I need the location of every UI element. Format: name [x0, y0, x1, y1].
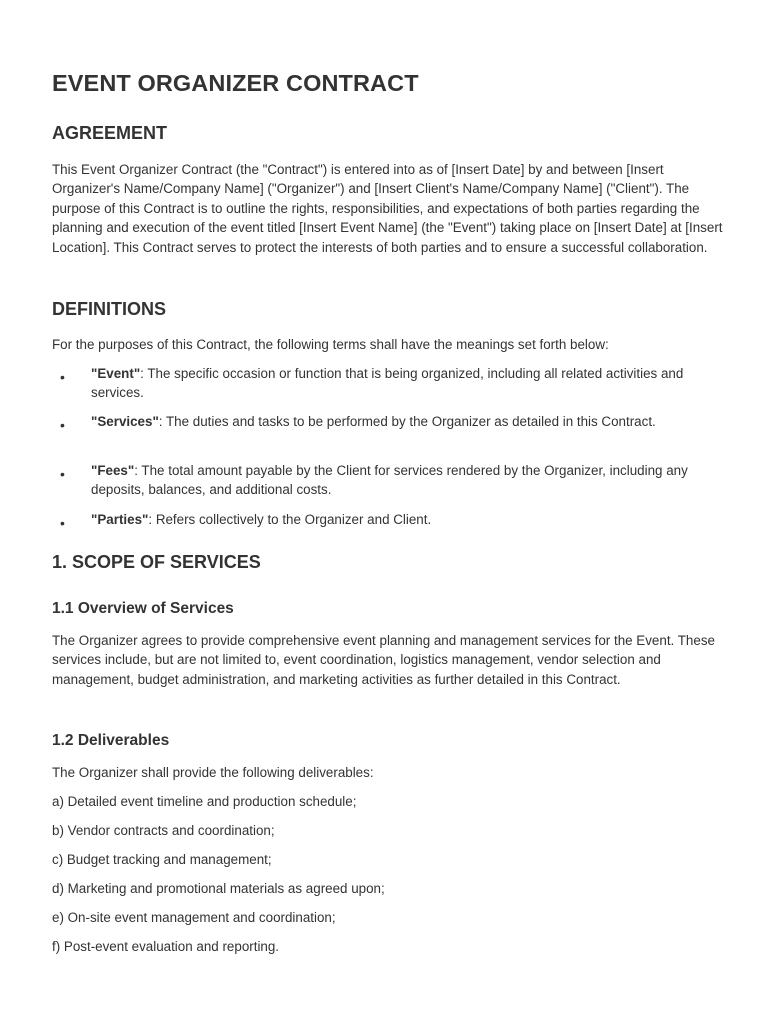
bullet-icon: •	[60, 417, 65, 433]
agreement-heading: AGREEMENT	[52, 123, 168, 143]
definition-description: : Refers collectively to the Organizer and Client.	[148, 512, 432, 527]
bullet-icon: •	[60, 515, 65, 531]
definition-description: : The specific occasion or function that is being organized, including all related activities and services.	[91, 366, 684, 401]
deliverables-heading: 1.2 Deliverables	[52, 732, 170, 749]
deliverable-item: a) Detailed event timeline and production schedule;	[52, 794, 357, 809]
deliverable-item: d) Marketing and promotional materials as agreed upon;	[52, 881, 385, 896]
definition-text	[91, 364, 691, 403]
overview-paragraph: The Organizer agrees to provide comprehensive event planning and management services for the Event. These services include, but are not limited to, event coordination, logistics management, vendor selection and management, budget administration, and marketing activities as further detailed in this Contract.	[52, 633, 715, 687]
definitions-heading: DEFINITIONS	[52, 299, 167, 319]
bullet-icon: •	[60, 369, 65, 385]
document-title: EVENT ORGANIZER CONTRACT	[52, 70, 419, 96]
definition-text	[91, 510, 691, 529]
definition-description: : The duties and tasks to be performed by the Organizer as detailed in this Contract.	[158, 414, 656, 429]
deliverables-intro: The Organizer shall provide the following deliverables:	[52, 765, 374, 780]
definition-description: : The total amount payable by the Client for services rendered by the Organizer, including any deposits, balances, and additional costs.	[91, 463, 688, 498]
definition-term: "Fees"	[91, 463, 135, 478]
deliverable-item: e) On-site event management and coordination;	[52, 910, 336, 925]
definitions-intro: For the purposes of this Contract, the following terms shall have the meanings set forth below:	[52, 337, 609, 352]
overview-heading: 1.1 Overview of Services	[52, 600, 234, 617]
bullet-icon: •	[60, 466, 65, 482]
deliverable-item: b) Vendor contracts and coordination;	[52, 823, 275, 838]
agreement-paragraph: This Event Organizer Contract (the "Contract") is entered into as of [Insert Date] by and between [Insert Organizer's Name/Company Name] ("Organizer") and [Insert Client's Name/Company Name] ("Client"). The purpose of this Contract is to outline the rights, responsibilities, and expectations of both parties regarding the planning and execution of the event titled [Insert Event Name] (the "Event") taking place on [Insert Date] at [Insert Location]. This Contract serves to protect the interests of both parties and to ensure a successful collaboration.	[52, 162, 723, 255]
definition-term: "Event"	[91, 366, 141, 381]
deliverable-item: f) Post-event evaluation and reporting.	[52, 939, 280, 954]
definition-term: "Services"	[91, 414, 159, 429]
definition-text	[91, 412, 691, 431]
definition-text	[91, 461, 691, 500]
scope-heading: 1. SCOPE OF SERVICES	[52, 552, 261, 572]
definition-term: "Parties"	[91, 512, 149, 527]
deliverable-item: c) Budget tracking and management;	[52, 852, 272, 867]
